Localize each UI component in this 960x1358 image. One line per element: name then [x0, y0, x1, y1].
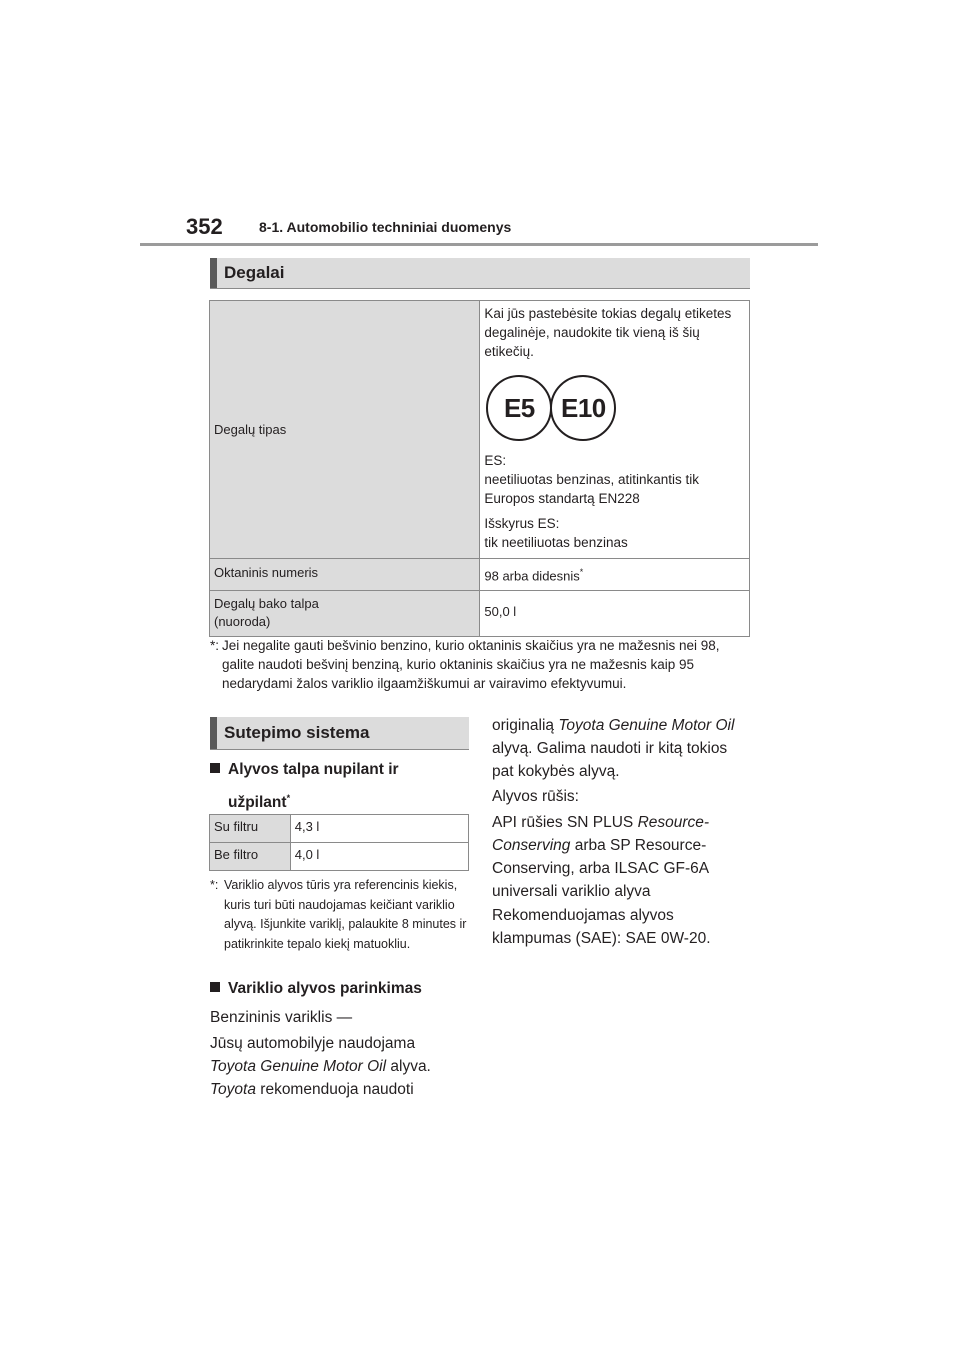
oil-selection-heading: [210, 977, 470, 1001]
oil-type-text: [492, 811, 732, 903]
fuel-type-value-cell: [480, 301, 750, 559]
oil-capacity-table: [209, 814, 469, 871]
tank-value: 50,0 l: [484, 604, 517, 619]
oil-capacity-note: [210, 876, 468, 954]
e10-fuel-badge-icon: E10: [550, 375, 616, 441]
para1-a: Jūsų automobilyje naudojama: [210, 1035, 416, 1052]
with-filter-label: Su filtru: [214, 819, 259, 834]
para1-c: rekomenduoja naudoti: [260, 1081, 414, 1098]
tank-label-cell: [210, 591, 480, 637]
square-bullet-icon: [210, 763, 220, 773]
viscosity-text: Rekomenduojamas alyvos klampumas (SAE): SAE 0W-20.: [492, 907, 711, 947]
oil-selection-heading-text: Variklio alyvos parinkimas: [228, 980, 422, 997]
fuel-footnote: [210, 636, 750, 693]
chapter-title: 8-1. Automobilio techniniai duomenys: [259, 219, 512, 235]
oil-paragraph-2: [492, 714, 750, 783]
without-filter-label: Be filtro: [214, 847, 259, 862]
oil-capacity-heading-line2: užpilant: [228, 794, 287, 812]
fuel-label-intro: Kai jūs pastebėsite tokias degalų etiketes degalinėje, naudokite tik vieną iš šių etikečių.: [484, 306, 732, 359]
oil-type-b: arba SP Resource-Conserving, arba ILSAC GF-6A universali variklio alyva: [492, 837, 709, 900]
square-bullet-icon: [210, 982, 220, 992]
para2-a: originalią: [492, 717, 555, 734]
fuel-section-title: Degalai: [224, 263, 285, 282]
table-row: [210, 815, 469, 843]
footnote-text: Jei negalite gauti bešvinio benzino, kurio oktaninis skaičius yra ne mažesnis nei 98, galite naudoti bešvinį benziną, kurio oktaninis skaičius yra ne mažesnis kaip 95 nedarydami žalos variklio ilgaamžiškumui ar vairavimo efektyvumui.: [222, 638, 720, 691]
footnote-mark: *:: [210, 638, 220, 653]
oil-type-label: Alyvos rūšis:: [492, 788, 579, 805]
table-row: [210, 591, 750, 637]
header-rule: [140, 243, 818, 246]
footnote-mark: *:: [210, 878, 219, 892]
with-filter-value: 4,3 l: [294, 819, 320, 834]
octane-footnote-mark: *: [579, 567, 584, 577]
octane-label-cell: [210, 559, 480, 591]
non-es-text: tik neetiliuotas benzinas: [484, 535, 628, 550]
without-filter-value: 4,0 l: [294, 847, 320, 862]
oil-type-italic: Resource-Conserving: [492, 814, 710, 854]
lube-section-title: Sutepimo sistema: [224, 723, 370, 742]
heading-bar: [210, 258, 217, 288]
tank-label-line1: Degalų bako talpa: [214, 596, 319, 611]
tank-label-line2: (nuoroda): [214, 614, 271, 629]
es-text: neetiliuotas benzinas, atitinkantis tik Europos standartą EN228: [484, 472, 699, 506]
oil-type-a: API rūšies SN PLUS: [492, 814, 634, 831]
octane-value-cell: [480, 559, 750, 591]
fuel-section-heading: [210, 258, 750, 289]
without-filter-value-cell: [290, 843, 468, 871]
para2-brand: Toyota Genuine Motor Oil: [558, 717, 735, 734]
table-row: [210, 301, 750, 559]
octane-value: 98 arba didesnis: [484, 568, 580, 584]
para1-brand: Toyota Genuine Motor Oil: [210, 1058, 387, 1075]
fuel-badges: [486, 375, 745, 441]
fuel-table: [209, 300, 750, 637]
oil-capacity-heading-line1: Alyvos talpa nupilant ir: [228, 761, 399, 778]
lube-section-heading: [210, 717, 469, 750]
capacity-footnote-mark: *: [286, 793, 291, 803]
with-filter-value-cell: [290, 815, 468, 843]
para1-toyota: Toyota: [210, 1081, 256, 1098]
table-row: [210, 559, 750, 591]
para2-b: alyvą. Galima naudoti ir kitą tokios pat kokybės alyvą.: [492, 740, 728, 780]
oil-capacity-heading: [210, 758, 470, 815]
engine-label: Benzininis variklis —: [210, 1009, 353, 1026]
heading-bar: [210, 717, 217, 749]
tank-value-cell: [480, 591, 750, 637]
page-number: 352: [186, 214, 223, 239]
with-filter-label-cell: [210, 815, 291, 843]
non-es-label: Išskyrus ES:: [484, 516, 560, 531]
es-label: ES:: [484, 453, 507, 468]
table-row: [210, 843, 469, 871]
e5-fuel-badge-icon: E5: [486, 375, 552, 441]
fuel-type-label-cell: [210, 301, 480, 559]
fuel-type-label: Degalų tipas: [214, 422, 287, 437]
oil-paragraph-1: [210, 1032, 470, 1101]
capacity-note-text: Variklio alyvos tūris yra referencinis kiekis, kuris turi būti naudojamas keičiant variklio alyvą. Išjunkite variklį, palaukite 8 minutes ir patikrinkite tepalo kiekį matuokliu.: [224, 878, 467, 951]
without-filter-label-cell: [210, 843, 291, 871]
para1-b: alyva.: [390, 1058, 431, 1075]
octane-label: Oktaninis numeris: [214, 565, 319, 580]
